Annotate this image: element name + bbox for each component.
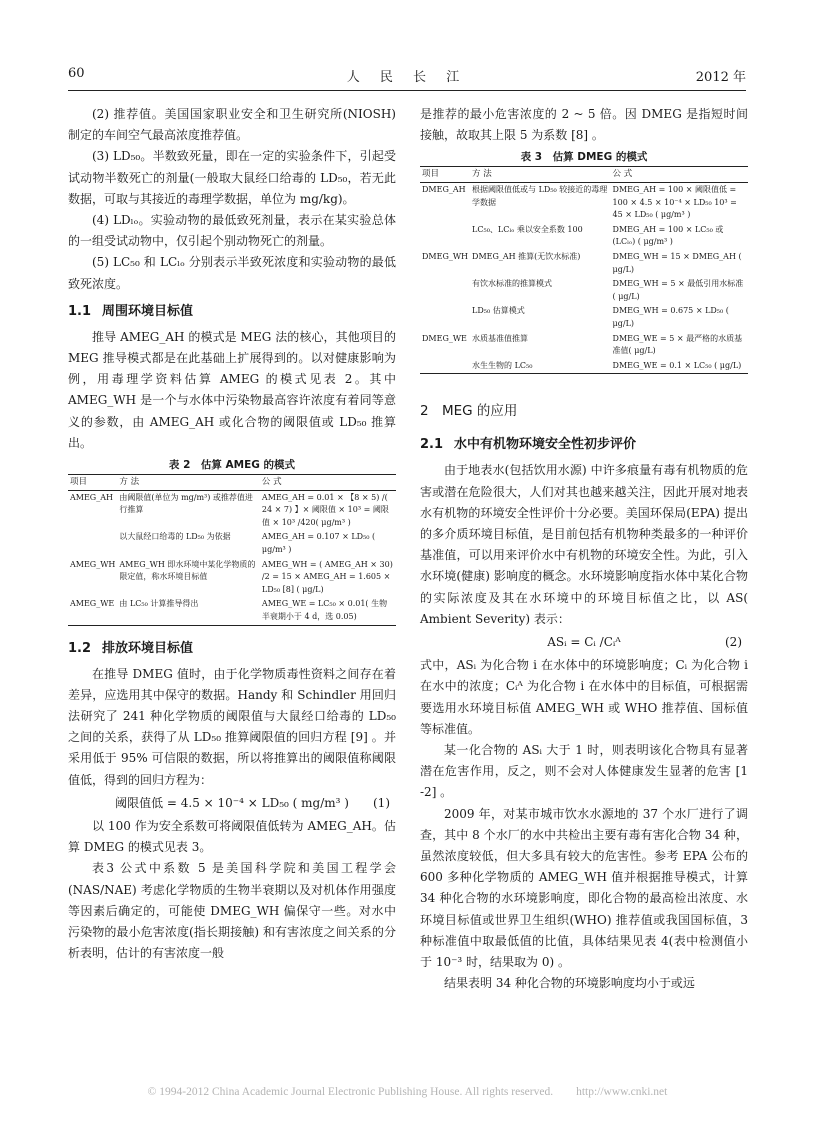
section-heading-2 (420, 400, 748, 422)
table-header: 公 式 (260, 475, 396, 491)
paragraph: 由于地表水(包括饮用水源) 中许多痕量有毒有机物质的危害或潜在危险很大，人们对其也越来越关注，因此开展对地表水有机物的环境安全性评价十分必要。美国环保局(EPA) 提出的多介质环境目标值，是目前包括有机物种类最多的一种评价基准值，可以用来评价水中有机物的环境安全性。为此，引入水环境(健康) 影响度的概念。水环境影响度指水体中某化合物的实际浓度及其在水环境中的环境目标值之比，以 AS( Ambient Severity) 表示： (420, 463, 748, 626)
table-3-caption: 表 3 估算 DMEG 的模式 (520, 151, 648, 164)
equation-1 (68, 793, 396, 814)
table-cell (420, 277, 470, 304)
left-column (68, 104, 396, 964)
equation-body: ASᵢ = Cᵢ /Cᵢᴬ (547, 634, 621, 649)
section-title: MEG 的应用 (442, 403, 518, 420)
paragraph: 推导 AMEG_AH 的模式是 MEG 法的核心，其他项目的 MEG 推导模式都是在此基础上扩展得到的。以对健康影响为例，用毒理学资料估算 AMEG 的模式见表 2。其中 AMEG_WH 是一个与水体中污染物最高容许浓度有着同等意义的参数，由 AMEG_AH 或化合物的阈限值或 LD₅₀ 推算出。 (68, 329, 396, 450)
table-cell: AMEG_AH = 0.01 × 【8 × 5) /( 24 × 7) 】× 阈限值 × 10³ = 阈限值 × 10³ /420( μg/m³ ) (261, 492, 389, 527)
table-header: 项目 (68, 475, 117, 491)
table-header: 方 法 (470, 167, 611, 183)
paragraph: 是推荐的最小危害浓度的 2 ~ 5 倍。因 DMEG 是指短时间接触，故取其上限 5 为系数 [8] 。 (420, 107, 748, 143)
header-rule (68, 90, 746, 91)
table-cell: AMEG_AH = 0.107 × LD₅₀ ( μg/m³ ) (261, 532, 376, 555)
table-cell: DMEG_WE (422, 333, 467, 343)
paragraph: (4) LDₗₒ。实验动物的最低致死剂量，表示在某实验总体的一组受试动物中，仅引起个别动物死亡的剂量。 (68, 213, 396, 249)
table-cell: 根据阈限值低或与 LD₅₀ 较接近的毒理学数据 (472, 185, 608, 207)
journal-name: 人 民 长 江 (346, 70, 468, 85)
page-header (68, 66, 746, 86)
paragraph: 2009 年，对某市城市饮水水源地的 37 个水厂进行了调查，其中 8 个水厂的水中共检出主要有毒有害化合物 34 种，虽然浓度较低，但大多具有较大的危害性。参考 EPA 公布的 600 多种化学物质的 AMEG_WH 值并根据推导模式，计算 34 种化合物的水环境影响度，即化合物的最高检出浓度、水环境目标值或世界卫生组织(WHO) 推荐值或我国国标值，3 种标准值中取最低值的比值，具体结果见表 4(表中检测值小于 10⁻³ 时，结果取为 0) 。 (420, 806, 748, 969)
section-title: 周围环境目标值 (102, 303, 194, 319)
table-cell: AMEG_AH (70, 492, 113, 502)
section-title: 水中有机物环境安全性初步评价 (454, 437, 637, 453)
table-cell: LC₅₀、LCₗₒ 乘以安全系数 100 (472, 224, 583, 234)
table-row (420, 250, 748, 277)
section-number: 1.2 (68, 640, 92, 656)
paragraph: (3) LD₅₀。半数致死量，即在一定的实验条件下，引起受试动物半数死亡的剂量(一般取大鼠经口给毒的 LD₅₀，若无此数据，可取与其接近的毒理学数据，单位为 mg/kg)。 (68, 149, 396, 206)
table-row (68, 597, 396, 625)
table-cell: DMEG_AH = 100 × 阈限值低 = 100 × 4.5 × 10⁻⁴ × LD₅₀ 10³ = 45 × LD₅₀ ( μg/m³ ) (612, 185, 737, 220)
table-cell: 水生生物的 LC₅₀ (472, 360, 533, 370)
table-cell (420, 304, 470, 331)
table-cell: DMEG_WH = 15 × DMEG_AH ( μg/L) (612, 251, 742, 274)
table-row (68, 558, 396, 598)
paragraph: 式中，ASᵢ 为化合物 i 在水体中的环境影响度；Cᵢ 为化合物 i 在水中的浓度；Cᵢᴬ 为化合物 i 在水体中的目标值，可根据需要选用水环境目标值 AMEG_WH 或 WHO 推荐值、国标值等标准值。 (420, 658, 748, 736)
section-title: 排放环境目标值 (102, 640, 194, 656)
table-cell: AMEG_WE (70, 599, 115, 609)
section-number: 2 (420, 403, 429, 420)
table-row (420, 359, 748, 374)
table-cell: DMEG_AH (422, 185, 466, 194)
table-cell: DMEG_AH = 100 × LC₅₀ 或 (LCₗₒ) ( μg/m³ ) (612, 224, 724, 247)
table-cell: DMEG_AH 推算(无饮水标准) (472, 251, 581, 261)
table-row (420, 332, 748, 359)
table-header: 方 法 (117, 475, 260, 491)
equation-body: 阈限值低 = 4.5 × 10⁻⁴ × LD₅₀ ( mg/m³ ) (115, 795, 349, 810)
table-header: 公 式 (611, 167, 748, 183)
paragraph: 表3 公式中系数 5 是美国科学院和美国工程学会(NAS/NAE) 考虑化学物质的生物半衰期以及对机体作用强度等因素后确定的，可能使 DMEG_WH 偏保守一些。对水中污染物的最小危害浓度(指长期接触) 和有害浓度之间关系的分析表明，估计的有害浓度一般 (68, 861, 396, 961)
table-header: 项目 (420, 167, 470, 183)
table-cell: 由 LC₅₀ 计算推导得出 (119, 599, 199, 609)
equation-number: (2) (725, 634, 742, 649)
paragraph: (2) 推荐值。美国国家职业安全和卫生研究所(NIOSH) 制定的车间空气最高浓度推荐值。 (68, 107, 396, 143)
publication-year: 2012 年 (695, 70, 746, 85)
table-cell (420, 359, 470, 374)
right-column (420, 104, 748, 994)
table-cell: 有饮水标准的推算模式 (472, 279, 553, 289)
table-cell: 水质基准值推算 (472, 333, 529, 343)
section-heading-1-1 (68, 301, 396, 323)
table-cell (420, 223, 470, 250)
paragraph: 以 100 作为安全系数可将阈限值低转为 AMEG_AH。估算 DMEG 的模式见表 3。 (68, 819, 396, 855)
table-cell: AMEG_WE = LC₅₀ × 0.01( 生物半衰期小于 4 d，选 0.05) (261, 599, 388, 621)
equation-2 (420, 632, 748, 653)
page-number: 60 (68, 66, 85, 81)
section-heading-2-1 (420, 434, 748, 456)
table-row (420, 304, 748, 331)
table-row (68, 530, 396, 557)
table-cell: DMEG_WE = 5 × 最严格的水质基准值( μg/L) (612, 333, 743, 356)
table-cell: DMEG_WE = 0.1 × LC₅₀ ( μg/L) (612, 360, 742, 370)
table-3 (420, 166, 748, 374)
section-number: 1.1 (68, 303, 92, 319)
table-cell: LD₅₀ 估算模式 (472, 306, 525, 316)
table-row (420, 183, 748, 223)
table-row (420, 277, 748, 304)
paragraph: (5) LC₅₀ 和 LCₗₒ 分别表示半致死浓度和实验动物的最低致死浓度。 (68, 255, 396, 291)
table-cell: 由阈限值(单位为 mg/m³) 或推荐值进行推算 (119, 492, 253, 515)
paragraph: 结果表明 34 种化合物的环境影响度均小于或远 (444, 976, 695, 991)
table-cell: AMEG_WH = ( AMEG_AH × 30) /2 = 15 × AMEG_AH = 1.605 × LD₅₀ [8] ( μg/L) (261, 559, 393, 594)
table-cell (68, 530, 117, 557)
table-cell: DMEG_WH = 0.675 × LD₅₀ ( μg/L) (612, 306, 729, 328)
table-2-caption: 表 2 估算 AMEG 的模式 (168, 459, 296, 472)
copyright-footer: © 1994-2012 China Academic Journal Electronic Publishing House. All rights reserved. http://www.cnki.net (147, 1086, 668, 1098)
table-cell: DMEG_WH (422, 251, 469, 261)
table-row (68, 490, 396, 530)
paragraph: 在推导 DMEG 值时，由于化学物质毒性资料之间存在着差异，应选用其中保守的数据。Handy 和 Schindler 用回归法研究了 241 种化学物质的阈限值与大鼠经口给毒的 LD₅₀ 之间的关系，获得了从 LD₅₀ 推算阈限值的回归方程 [9] 。并采用低于 95% 可信限的数据，所以将推算出的阈限值称阈限值低，得到的回归方程为： (68, 666, 396, 787)
paragraph: 某一化合物的 ASᵢ 大于 1 时，则表明该化合物具有显著潜在危害作用，反之，则不会对人体健康发生显著的危害 [1 -2] 。 (420, 742, 748, 800)
table-2 (68, 474, 396, 626)
table-cell: AMEG_WH 即水环境中某化学物质的限定值，称水环境目标值 (119, 559, 256, 582)
section-number: 2.1 (420, 437, 444, 453)
equation-number: (1) (373, 795, 390, 810)
table-row (420, 223, 748, 250)
table-cell: DMEG_WH = 5 × 最低引用水标准 ( μg/L) (612, 279, 744, 301)
table-cell: AMEG_WH (70, 559, 116, 569)
table-cell: 以大鼠经口给毒的 LD₅₀ 为依据 (119, 532, 231, 542)
section-heading-1-2 (68, 638, 396, 660)
